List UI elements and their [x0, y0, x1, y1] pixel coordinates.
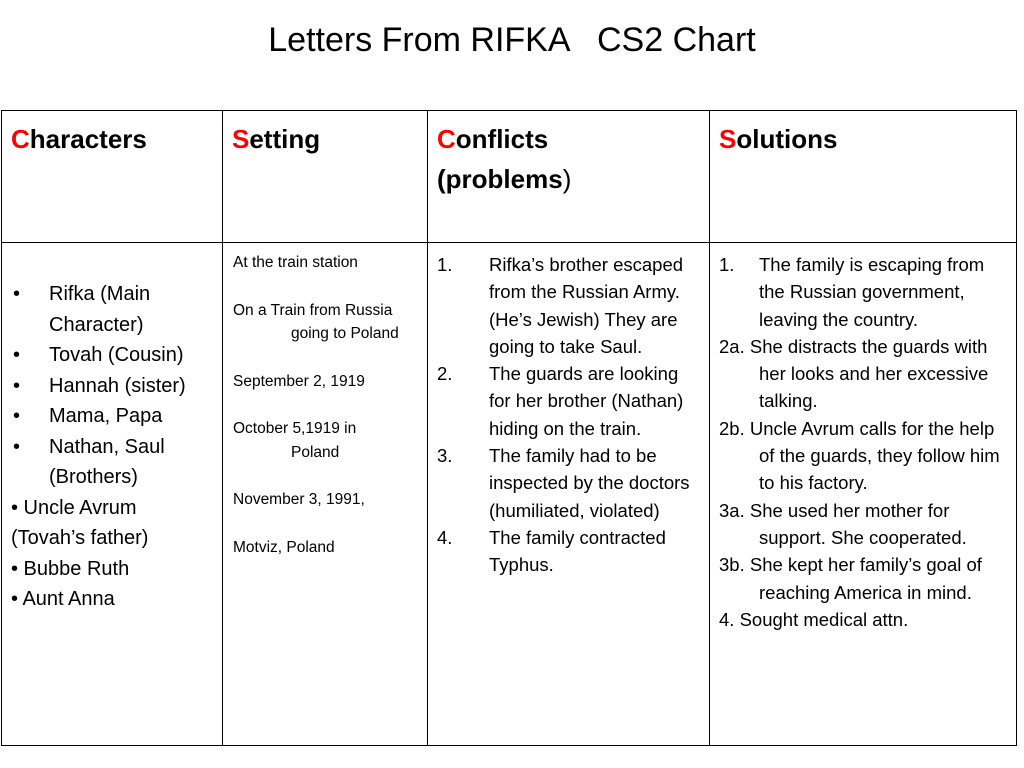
- solution-text: The family is escaping from the Russian government, leaving the country.: [759, 254, 985, 330]
- conflict-number: 3.: [437, 445, 453, 467]
- header-conflicts-line2: (problems: [437, 164, 563, 194]
- solutions-list: [719, 251, 1010, 633]
- character-extra-line: • Aunt Anna: [11, 588, 115, 610]
- header-conflicts-close: ): [562, 164, 572, 194]
- content-row: [2, 243, 1017, 746]
- conflict-item: [437, 442, 703, 524]
- page-title: Letters From RIFKA CS2 Chart: [268, 21, 756, 59]
- solution-item: [719, 415, 1010, 497]
- setting-item-line1: On a Train from Russia: [233, 301, 393, 319]
- header-solutions-initial: S: [719, 124, 737, 154]
- conflict-text: Rifka’s brother escaped from the Russian Army. (He’s Jewish) They are going to take Saul.: [489, 254, 684, 357]
- conflicts-list: [437, 251, 703, 579]
- setting-item-line2: Poland: [291, 443, 340, 461]
- header-conflicts: [428, 111, 710, 243]
- setting-item-line2: going to Poland: [291, 325, 399, 342]
- conflict-text: The family contracted Typhus.: [489, 526, 666, 576]
- characters-cell: [2, 243, 223, 746]
- header-conflicts-initial: C: [437, 124, 456, 154]
- header-setting: [223, 111, 428, 243]
- solution-number: 4.: [719, 608, 735, 630]
- conflicts-cell: [428, 243, 710, 746]
- conflict-item: [437, 360, 703, 442]
- setting-item-line1: Motviz, Poland: [233, 538, 335, 556]
- solution-text: Sought medical attn.: [739, 608, 909, 630]
- header-conflicts-rest: onflicts: [455, 124, 549, 154]
- header-row: [2, 111, 1017, 243]
- setting-item: [233, 299, 421, 346]
- conflict-item: [437, 524, 703, 579]
- solution-number: 3a.: [719, 499, 745, 521]
- header-setting-rest: etting: [249, 124, 321, 154]
- setting-cell: [223, 243, 428, 746]
- character-extra-line: (Tovah’s father): [11, 527, 149, 549]
- character-item: • Mama, Papa: [11, 401, 216, 432]
- solution-number: 3b.: [719, 554, 745, 576]
- solution-number: 2a.: [719, 335, 745, 357]
- conflict-text: The family had to be inspected by the doctors (humiliated, violated): [489, 445, 690, 521]
- conflict-text: The guards are looking for her brother (Nathan) hiding on the train.: [489, 363, 684, 439]
- header-solutions-rest: olutions: [736, 124, 838, 154]
- solutions-cell: [710, 243, 1017, 746]
- solution-item: [719, 606, 1010, 633]
- character-item: • Hannah (sister): [11, 371, 216, 402]
- character-item: • Rifka (Main Character): [11, 279, 216, 340]
- header-characters: [2, 111, 223, 243]
- solution-item: [719, 497, 1010, 552]
- cs2-chart-table: [1, 110, 1017, 746]
- conflict-number: 1.: [437, 254, 453, 275]
- solution-number: 1.: [719, 254, 735, 275]
- setting-item: [233, 536, 421, 560]
- characters-list: [11, 279, 216, 493]
- conflict-item: [437, 251, 703, 360]
- solution-text: She used her mother for support. She cooperated.: [749, 499, 967, 548]
- header-solutions: [710, 111, 1017, 243]
- setting-item: [233, 488, 421, 512]
- solution-item: [719, 551, 1010, 606]
- header-setting-initial: S: [232, 124, 250, 154]
- character-extra-line: • Uncle Avrum: [11, 496, 137, 519]
- setting-item: [233, 370, 421, 394]
- solution-text: Uncle Avrum calls for the help of the guards, they follow him to his factory.: [749, 417, 1000, 494]
- header-characters-initial: C: [11, 124, 30, 154]
- setting-item-line1: October 5,1919 in: [233, 420, 357, 437]
- solution-item: [719, 333, 1010, 415]
- solution-text: She kept her family’s goal of reaching America in mind.: [749, 554, 982, 603]
- conflict-number: 4.: [437, 526, 453, 548]
- solution-item: [719, 251, 1010, 333]
- setting-item: [233, 251, 421, 275]
- setting-item-line1: At the train station: [233, 254, 358, 271]
- setting-item-line1: November 3, 1991,: [233, 491, 365, 508]
- solution-text: She distracts the guards with her looks and her excessive talking.: [749, 335, 989, 412]
- header-characters-rest: haracters: [29, 124, 147, 154]
- conflict-number: 2.: [437, 363, 453, 385]
- solution-number: 2b.: [719, 417, 745, 439]
- setting-item: [233, 417, 421, 464]
- character-item: • Nathan, Saul (Brothers): [11, 432, 216, 493]
- character-item: • Tovah (Cousin): [11, 340, 216, 371]
- setting-item-line1: September 2, 1919: [233, 372, 365, 390]
- character-extra-line: • Bubbe Ruth: [11, 557, 130, 580]
